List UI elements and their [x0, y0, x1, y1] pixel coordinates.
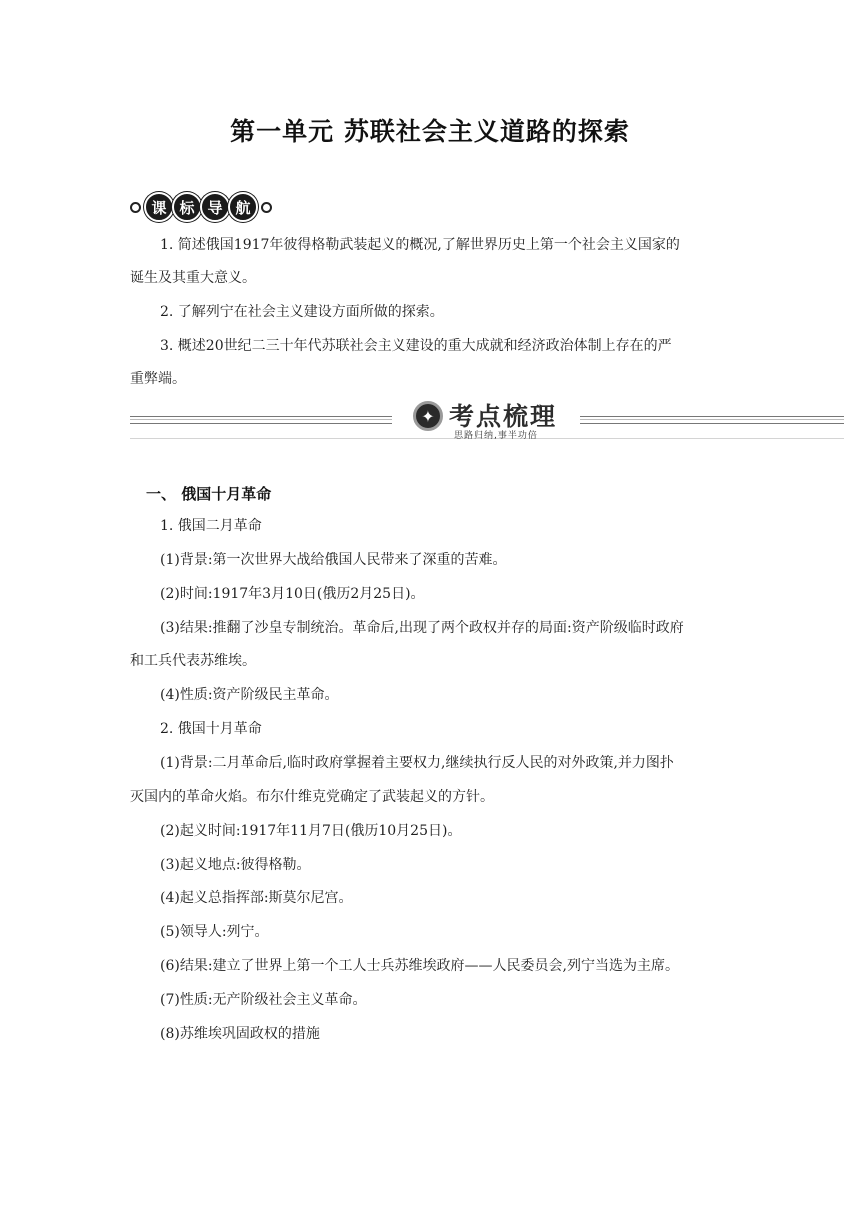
body-line: (6)结果:建立了世界上第一个工人士兵苏维埃政府——人民委员会,列宁当选为主席。: [160, 958, 679, 974]
objective-line: 2. 了解列宁在社会主义建设方面所做的探索。: [160, 304, 444, 320]
body-line: (7)性质:无产阶级社会主义革命。: [160, 992, 367, 1008]
body-line: (4)性质:资产阶级民主革命。: [160, 687, 339, 703]
objective-line: 诞生及其重大意义。: [130, 270, 256, 286]
banner-subtitle: 思路归纳,事半功倍: [454, 431, 538, 441]
objective-line: 重弊端。: [130, 371, 186, 387]
body-line: (3)起义地点:彼得格勒。: [160, 857, 311, 873]
body-line: (1)背景:第一次世界大战给俄国人民带来了深重的苦难。: [160, 552, 507, 568]
section-heading: 一、 俄国十月革命: [146, 485, 272, 503]
body-line: 和工兵代表苏维埃。: [130, 653, 256, 669]
body-line: (8)苏维埃巩固政权的措施: [160, 1026, 320, 1042]
badge-dot-left: [130, 202, 141, 213]
banner-rule-right: [580, 416, 844, 424]
body-line: 2. 俄国十月革命: [160, 721, 262, 737]
badge-char: 标: [172, 192, 202, 222]
body-line: 灭国内的革命火焰。布尔什维克党确定了武装起义的方针。: [130, 789, 494, 805]
badge-char: 课: [144, 192, 174, 222]
objective-line: 1. 简述俄国1917年彼得格勒武装起义的概况,了解世界历史上第一个社会主义国家的: [160, 237, 680, 253]
page-title: 第一单元 苏联社会主义道路的探索: [230, 117, 630, 146]
compass-icon: ✦: [413, 401, 443, 431]
banner-title: 考点梳理: [449, 402, 558, 431]
section-banner-kaodian: [130, 396, 844, 446]
body-line: (2)时间:1917年3月10日(俄历2月25日)。: [160, 586, 425, 602]
body-line: (2)起义时间:1917年11月7日(俄历10月25日)。: [160, 823, 462, 839]
objective-line: 3. 概述20世纪二三十年代苏联社会主义建设的重大成就和经济政治体制上存在的严: [160, 338, 672, 354]
body-line: (4)起义总指挥部:斯莫尔尼宫。: [160, 890, 353, 906]
body-line: 1. 俄国二月革命: [160, 518, 262, 534]
section-badge-kebiao: [130, 192, 272, 222]
body-line: (5)领导人:列宁。: [160, 924, 269, 940]
body-line: (3)结果:推翻了沙皇专制统治。革命后,出现了两个政权并存的局面:资产阶级临时政府: [160, 620, 684, 636]
body-line: (1)背景:二月革命后,临时政府掌握着主要权力,继续执行反人民的对外政策,并力图扑: [160, 755, 674, 771]
banner-rule-left: [130, 416, 392, 424]
badge-char: 导: [200, 192, 230, 222]
badge-char: 航: [228, 192, 258, 222]
badge-dot-right: [261, 202, 272, 213]
